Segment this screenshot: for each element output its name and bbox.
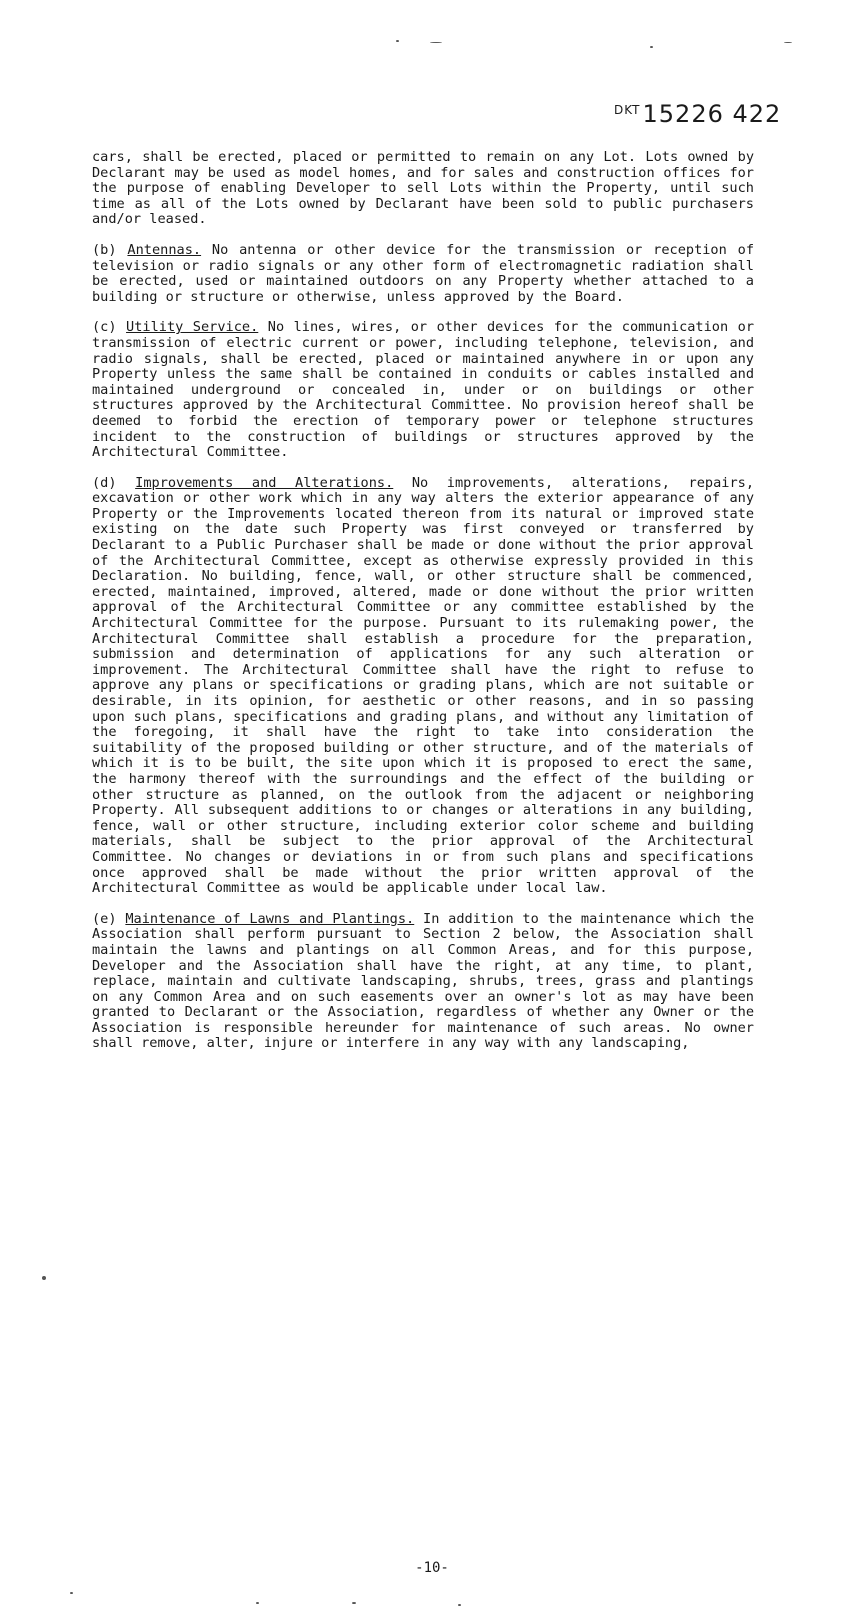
scan-speck	[42, 1276, 46, 1280]
paragraph-antennas	[92, 243, 754, 305]
paragraph-text: cars, shall be erected, placed or permitted to remain on any Lot. Lots owned by Declarant may be used as model homes, and for sales and construction offices for the purpose of enabling Developer to sell Lots within the Property, until such time as all of the Lots owned by Declarant have been sold to public purchasers and/or leased.	[92, 149, 754, 228]
paragraph-heading: Antennas.	[127, 241, 202, 258]
scan-speck	[396, 40, 399, 42]
paragraph-improvements	[92, 476, 754, 897]
paragraph-text: In addition to the maintenance which the Association shall perform pursuant to Section 2 below, the Association shall maintain the lawns and plantings on all Common Areas, and for this purpose, Developer and the Association shall have the right, at any time, to plant, replace, maintain and cultivate landscaping, shrubs, trees, grass and plantings on any Common Area and on such easements over an owner's lot as may have been granted to Declarant or the Association, regardless of whether any Owner or the Association is responsible hereunder for maintenance of such areas. No owner shall remove, alter, injure or interfere in any way with any landscaping,	[92, 910, 754, 1052]
scan-speck	[352, 1602, 356, 1604]
document-body	[92, 150, 754, 1067]
paragraph-text: No improvements, alterations, repairs, excavation or other work which in any way alters the exterior appearance of any Property or the Improvements located thereon from its natural or improved state existing on the date such Property was first conveyed or transferred by Declarant to a Public Purchaser shall be made or done without the prior approval of the Architectural Committee, except as otherwise expressly provided in this Declaration. No building, fence, wall, or other structure shall be commenced, erected, maintained, improved, altered, made or done without the prior written approval of the Architectural Committee or any committee established by the Architectural Committee for the purpose. Pursuant to its rulemaking power, the Architectural Committee shall establish a procedure for the preparation, submission and determination of applications for any such alteration or improvement. The Architectural Committee shall have the right to refuse to approve any plans or specifications or grading plans, which are not suitable or desirable, in its opinion, for aesthetic or other reasons, and in so passing upon such plans, specifications and grading plans, and without any limitation of the foregoing, it shall have the right to take into consideration the suitability of the proposed building or other structure, and of the materials of which it is to be built, the site upon which it is proposed to erect the same, the harmony thereof with the surroundings and the effect of the building or other structure as planned, on the outlook from the adjacent or neighboring Property. All subsequent additions to or changes or alterations in any building, fence, wall or other structure, including exterior color scheme and building materials, shall be subject to the prior approval of the Architectural Committee. No changes or deviations in or from such plans and specifications once approved shall be made without the prior written approval of the Architectural Committee as would be applicable under local law.	[92, 474, 755, 897]
paragraph-text: No lines, wires, or other devices for the communication or transmission of electric current or power, including telephone, television, and radio signals, shall be erected, placed or maintained anywhere in or upon any Property unless the same shall be contained in conduits or cables installed and maintained underground or concealed in, under or on buildings or other structures approved by the Architectural Committee. No provision hereof shall be deemed to forbid the erection of temporary power or telephone structures incident to the construction of buildings or structures approved by the Architectural Committee.	[92, 319, 755, 461]
paragraph-label: (e)	[92, 910, 117, 927]
page-number: -10-	[415, 1560, 449, 1576]
paragraph-label: (b)	[92, 241, 117, 258]
paragraph-maintenance	[92, 912, 754, 1052]
paragraph-label: (d)	[92, 474, 117, 491]
paragraph-label: (c)	[92, 319, 117, 336]
paragraph-utility-service	[92, 320, 754, 460]
scan-speck	[256, 1602, 259, 1604]
document-prefix: DKT	[614, 103, 641, 117]
paragraph-text: No antenna or other device for the transmission or reception of television or radio signals or any other form of electromagnetic radiation shall be erected, used or maintained outdoors on any Property whether attached to a building or structure or otherwise, unless approved by the Board.	[92, 241, 755, 305]
paragraph-a-continuation	[92, 150, 754, 228]
scan-speck	[650, 46, 653, 48]
document-number	[614, 100, 781, 128]
scan-speck	[430, 42, 442, 43]
scan-speck	[70, 1592, 73, 1594]
document-page-ref: 422	[732, 100, 782, 128]
scan-speck	[784, 42, 792, 43]
document-number-value: 15226	[642, 100, 733, 128]
paragraph-heading: Improvements and Alterations.	[135, 474, 394, 491]
scan-speck	[458, 1604, 461, 1606]
paragraph-heading: Utility Service.	[126, 319, 259, 336]
paragraph-heading: Maintenance of Lawns and Plantings.	[125, 910, 415, 927]
